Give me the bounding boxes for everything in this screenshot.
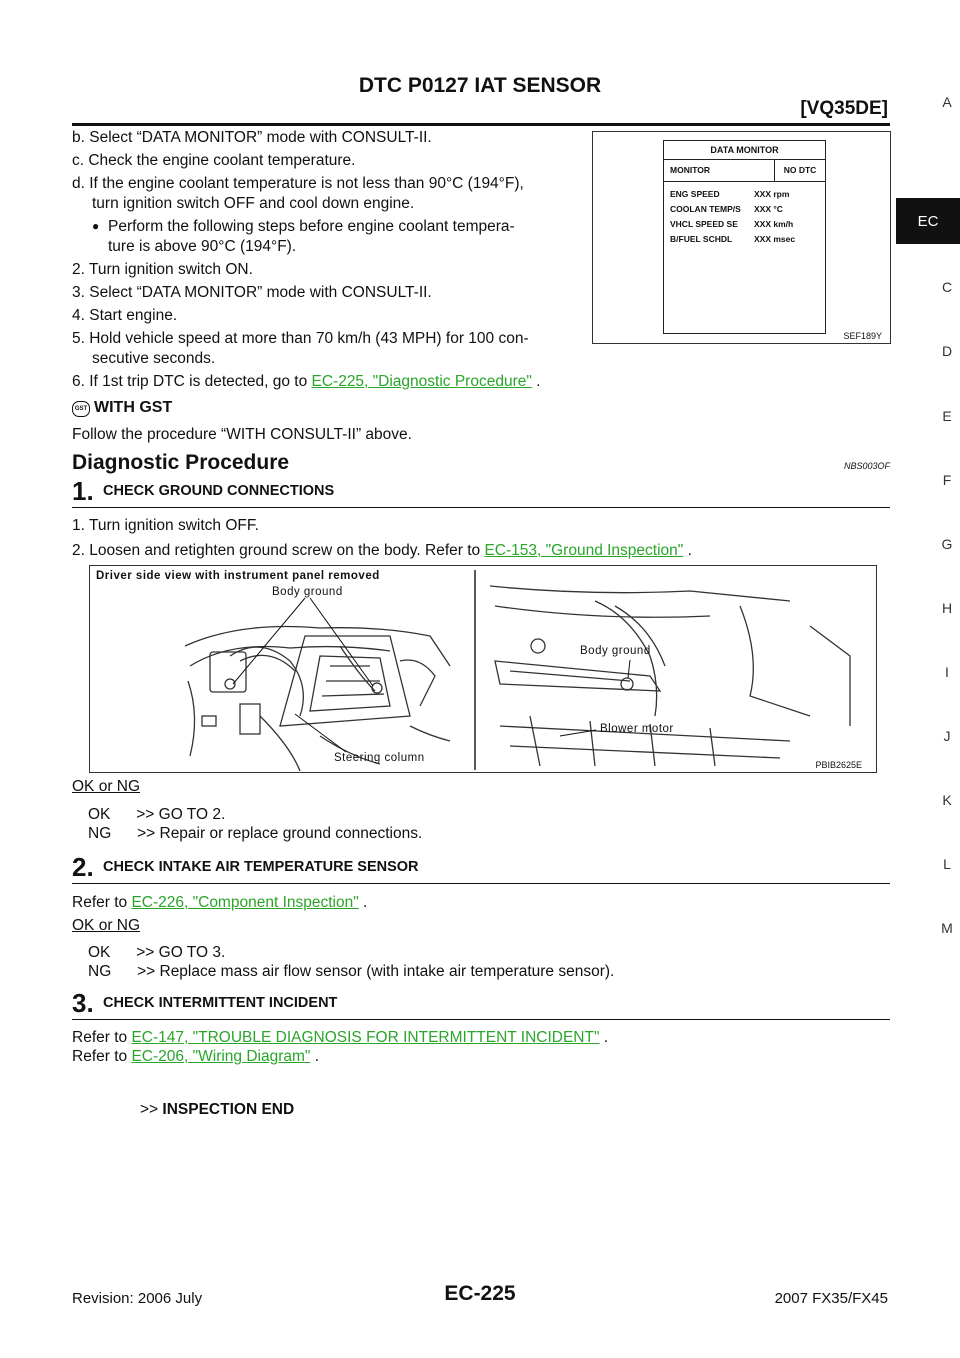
step-6 [72,372,592,392]
gst-text: Follow the procedure “WITH CONSULT-II” above. [72,426,412,443]
label-blower-motor: Blower motor [600,723,674,735]
monitor-row [670,202,825,217]
ng-result: NG >> Replace mass air flow sensor (with intake air temperature sensor). [88,963,615,980]
component-inspection-link[interactable]: EC-226, "Component Inspection" [131,894,359,911]
step-3-ref2-text: Refer to [72,1048,132,1065]
monitor-row-label: B/FUEL SCHDL [670,234,733,244]
label-body-ground-left: Body ground [272,586,343,598]
step-1-rule [72,507,890,508]
monitor-header [664,160,825,182]
step-6-end: . [531,373,541,390]
step-b: b. Select “DATA MONITOR” mode with CONSULT-II. [72,129,432,146]
ground-inspection-link[interactable]: EC-153, "Ground Inspection" [484,542,684,559]
step-5-line2: secutive seconds. [92,350,216,367]
engine-code: [VQ35DE] [800,98,888,119]
bullet-item [72,217,592,257]
step-5-line1: 5. Hold vehicle speed at more than 70 km/h (43 MPH) for 100 con- [72,330,529,347]
bullet-dot-icon: ● [92,219,100,233]
index-tab-ec[interactable]: EC [896,198,960,244]
step-1-number: 1. [72,476,94,506]
figure-caption: Driver side view with instrument panel removed [96,570,380,582]
index-letter-h[interactable]: H [941,600,953,616]
data-monitor-figure [592,131,891,344]
step-6-text: 6. If 1st trip DTC is detected, go to [72,373,312,390]
monitor-row-value: XXX msec [754,234,796,244]
monitor-row-value: XXX rpm [754,189,790,199]
ok-result: OK >> GO TO 3. [88,944,226,961]
monitor-col-label: MONITOR [664,160,775,181]
footer-model: 2007 FX35/FX45 [774,1290,888,1307]
index-letter-m[interactable]: M [941,920,953,936]
step-2-ref [72,893,367,913]
step-3-rule [72,1019,890,1020]
step-3-ref2 [72,1047,319,1067]
end-arrow: >> [140,1101,159,1118]
step-1-line2-end: . [683,542,692,559]
footer-revision: Revision: 2006 July [72,1290,203,1307]
step-3: 3. Select “DATA MONITOR” mode with CONSULT-II. [72,284,432,301]
step-1-line2-text: 2. Loosen and retighten ground screw on the body. Refer to [72,542,485,559]
ok-or-ng-label: OK or NG [72,917,141,934]
bullet-line2: ture is above 90°C (194°F). [108,238,297,255]
step-d-line1: d. If the engine coolant temperature is not less than 90°C (194°F), [72,175,524,192]
step-1-title: CHECK GROUND CONNECTIONS [103,483,335,499]
section-code: NBS003OF [843,461,890,471]
inspection-end [140,1100,294,1120]
step-2-rule [72,883,890,884]
step-3-ref2-end: . [310,1048,320,1065]
diagnostic-procedure-heading: Diagnostic Procedure [72,451,290,474]
end-text: INSPECTION END [162,1101,295,1118]
diagnostic-procedure-link[interactable]: EC-225, "Diagnostic Procedure" [311,373,532,390]
monitor-row-label: COOLAN TEMP/S [670,204,741,214]
figure-code: PBIB2625E [815,760,862,770]
index-letter-e[interactable]: E [942,408,952,424]
consult-screen [663,140,826,334]
gst-icon: GST [72,401,90,417]
ground-illustration [90,566,876,772]
monitor-row [670,232,825,247]
step-3-ref1-text: Refer to [72,1029,132,1046]
monitor-row-label: ENG SPEED [670,189,720,199]
step-2-title: CHECK INTAKE AIR TEMPERATURE SENSOR [103,859,419,875]
monitor-row-value: XXX km/h [754,219,794,229]
label-body-ground-right: Body ground [580,645,651,657]
ok-or-ng-label: OK or NG [72,778,141,795]
ng-result: NG >> Repair or replace ground connections. [88,825,423,842]
figure-code: SEF189Y [843,331,882,341]
step-2: 2. Turn ignition switch ON. [72,261,253,278]
step-4: 4. Start engine. [72,307,178,324]
page-number: EC-225 [444,1282,516,1305]
index-letter-f[interactable]: F [942,472,952,488]
index-letter-i[interactable]: I [945,664,949,680]
ground-figure [89,565,877,773]
index-letter-k[interactable]: K [942,792,952,808]
monitor-rows [664,182,825,247]
step-3-ref1-end: . [599,1029,609,1046]
step-3-title: CHECK INTERMITTENT INCIDENT [103,995,338,1011]
header-rule [72,123,890,126]
step-1-line2 [72,541,692,561]
index-letter-g[interactable]: G [941,536,953,552]
index-letter-a[interactable]: A [942,94,952,110]
monitor-row-label: VHCL SPEED SE [670,219,738,229]
step-2-ref-end: . [358,894,368,911]
monitor-title: DATA MONITOR [664,141,825,160]
monitor-col-status: NO DTC [783,165,817,175]
step-2-number: 2. [72,852,94,882]
step-1-line1: 1. Turn ignition switch OFF. [72,517,259,534]
index-letter-j[interactable]: J [943,728,951,744]
wiring-diagram-link[interactable]: EC-206, "Wiring Diagram" [131,1048,311,1065]
step-c: c. Check the engine coolant temperature. [72,152,356,169]
monitor-row [670,217,825,232]
monitor-row [670,187,825,202]
index-letter-l[interactable]: L [943,856,951,872]
step-3-ref1 [72,1028,608,1048]
bullet-line1: Perform the following steps before engine coolant tempera- [108,218,515,235]
step-d-line2: turn ignition switch OFF and cool down engine. [92,195,415,212]
step-3-number: 3. [72,988,94,1018]
monitor-row-value: XXX °C [754,204,783,214]
gst-heading: WITH GST [94,399,173,416]
label-steering-column: Steering column [334,752,425,764]
page-title: DTC P0127 IAT SENSOR [358,74,602,97]
index-letter-c[interactable]: C [941,279,953,295]
intermittent-incident-link[interactable]: EC-147, "TROUBLE DIAGNOSIS FOR INTERMITTENT INCIDENT" [131,1029,600,1046]
ok-result: OK >> GO TO 2. [88,806,226,823]
step-2-ref-text: Refer to [72,894,132,911]
intro-steps [72,128,592,392]
index-letter-d[interactable]: D [941,343,953,359]
